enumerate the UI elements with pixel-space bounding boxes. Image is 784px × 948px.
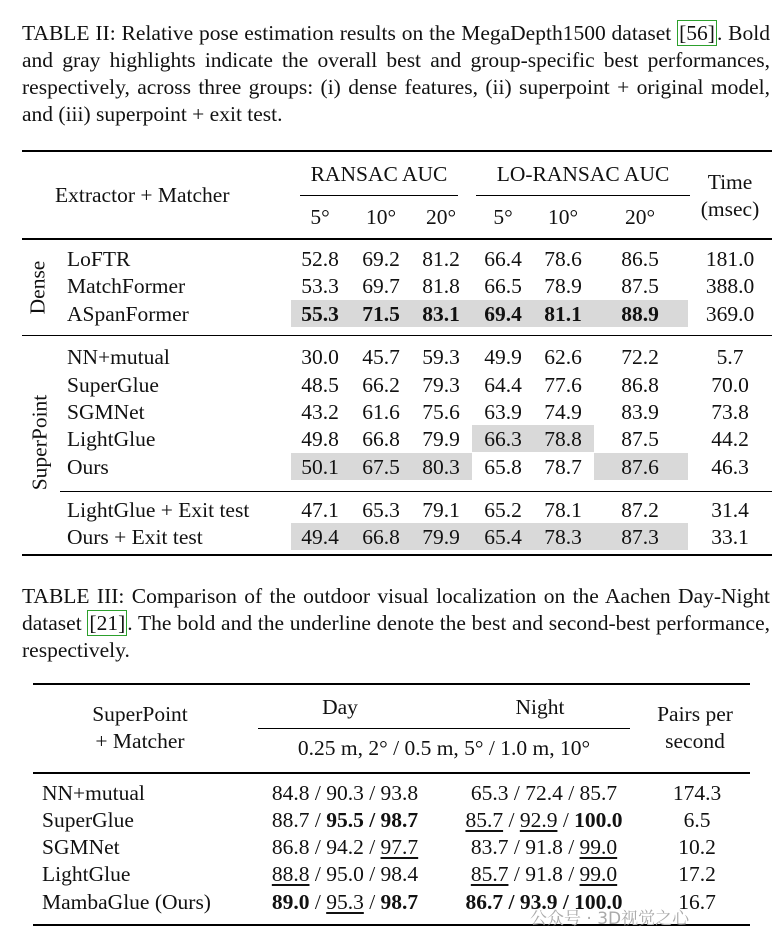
table-cell: 98.4 (380, 862, 419, 886)
table-cell: 53.3 (301, 274, 339, 298)
table-rule (22, 238, 772, 240)
day-values (250, 889, 440, 915)
table-cell: 78.1 (544, 498, 582, 522)
value-separator: / (309, 835, 327, 859)
table-cell: 89.0 (271, 890, 310, 914)
table-cell: 78.9 (544, 274, 582, 298)
column-header-ransac: RANSAC AUC (310, 162, 448, 186)
table-cell: 87.5 (621, 427, 659, 451)
column-header-pairs: Pairs per (657, 702, 733, 726)
table-cell: 65.4 (484, 525, 522, 549)
table-cell: 44.2 (711, 427, 749, 451)
table-cell: 66.8 (362, 525, 400, 549)
table-cell: 33.1 (711, 525, 749, 549)
table-cell: 86.8 (271, 835, 310, 859)
table-rule (22, 335, 772, 336)
angle-header: 5° (493, 205, 513, 229)
table-cell: 49.4 (301, 525, 339, 549)
table-rule (33, 683, 750, 685)
table-cell: 94.2 (326, 835, 364, 859)
table-cell: 86.5 (621, 247, 659, 271)
table-rule (258, 728, 630, 729)
value-separator: / (508, 862, 526, 886)
column-header-extractor: Extractor + Matcher (55, 183, 230, 207)
value-separator: / (363, 862, 381, 886)
table-cell: 99.0 (579, 835, 618, 859)
table-cell: 97.7 (380, 835, 419, 859)
angle-header: 20° (624, 205, 656, 229)
table-cell: 87.6 (621, 455, 659, 479)
table-cell: 59.3 (422, 345, 460, 369)
row-label: LightGlue (42, 862, 131, 886)
table-cell: 87.5 (621, 274, 659, 298)
value-separator: / (562, 862, 580, 886)
table-cell: 66.8 (362, 427, 400, 451)
table-cell: 48.5 (301, 373, 339, 397)
table-cell: 87.2 (621, 498, 659, 522)
table-cell: 81.2 (422, 247, 460, 271)
table-cell: 75.6 (422, 400, 460, 424)
table-cell: 63.9 (484, 400, 522, 424)
row-label: NN+mutual (42, 781, 145, 805)
table-cell: 30.0 (301, 345, 339, 369)
table-cell: 6.5 (683, 808, 711, 832)
column-header-lo-ransac: LO-RANSAC AUC (496, 162, 670, 186)
column-header-night: Night (515, 695, 565, 719)
table-cell: 46.3 (711, 455, 749, 479)
value-separator: / (363, 835, 381, 859)
night-values (446, 861, 642, 887)
table-cell: 17.2 (678, 862, 716, 886)
table-cell: 31.4 (711, 498, 749, 522)
table-cell: 93.9 (519, 890, 558, 914)
row-label: LightGlue + Exit test (67, 498, 250, 522)
day-values (250, 807, 440, 833)
table-cell: 66.2 (362, 373, 400, 397)
angle-header: 5° (310, 205, 330, 229)
table-rule (22, 554, 772, 556)
table-cell: 66.5 (484, 274, 522, 298)
group-label-dense: Dense (25, 260, 50, 315)
table-cell: 78.3 (544, 525, 582, 549)
day-values (250, 780, 440, 806)
table-cell: 43.2 (301, 400, 339, 424)
value-separator: / (557, 890, 575, 914)
table-cell: 47.1 (301, 498, 339, 522)
column-header-second: second (665, 729, 725, 753)
value-separator: / (309, 890, 327, 914)
row-label: SuperGlue (67, 373, 159, 397)
column-header-time: Time (707, 170, 753, 194)
table-cell: 100.0 (574, 808, 623, 832)
table-cell: 73.8 (711, 400, 749, 424)
table-cell: 86.7 (465, 890, 504, 914)
column-header-matcher: + Matcher (95, 729, 185, 753)
table-cell: 98.7 (380, 808, 419, 832)
table-cell: 81.8 (422, 274, 460, 298)
table-rule (476, 195, 690, 196)
value-separator: / (363, 781, 381, 805)
table-cell: 388.0 (705, 274, 755, 298)
row-label: LightGlue (67, 427, 156, 451)
table-cell: 71.5 (362, 302, 400, 326)
table-cell: 72.4 (525, 781, 563, 805)
row-label: SuperGlue (42, 808, 134, 832)
table-cell: 79.9 (422, 525, 460, 549)
threshold-header: 0.25 m, 2° / 0.5 m, 5° / 1.0 m, 10° (297, 736, 591, 760)
value-separator: / (562, 835, 580, 859)
value-separator: / (508, 781, 526, 805)
table2-caption: TABLE II: Relative pose estimation results on the MegaDepth1500 dataset [56]. Bold and gray highlights indicate the overall best and group-specific best performances, respectively, across three groups: (i) dense features, (ii) superpoint + original model, and (iii) superpoint + exit test. (22, 21, 770, 126)
table-cell: 174.3 (672, 781, 722, 805)
table-cell: 100.0 (574, 890, 623, 914)
table-cell: 5.7 (716, 345, 744, 369)
table-cell: 62.6 (544, 345, 582, 369)
table-cell: 81.1 (544, 302, 582, 326)
table-cell: 91.8 (525, 862, 563, 886)
column-header-superpoint: SuperPoint (92, 702, 188, 726)
table-cell: 80.3 (422, 455, 460, 479)
value-separator: / (503, 890, 520, 914)
citation-link[interactable]: [56] (679, 21, 715, 45)
table-rule (33, 772, 750, 774)
table-cell: 77.6 (544, 373, 582, 397)
table3-caption: TABLE III: Comparison of the outdoor visual localization on the Aachen Day-Night dataset [21]. The bold and the underline denote the best and second-best performance, respectively. (22, 584, 770, 662)
table-cell: 66.3 (484, 427, 522, 451)
table-cell: 45.7 (362, 345, 400, 369)
group-label-superpoint: SuperPoint (27, 394, 52, 491)
table-cell: 85.7 (579, 781, 618, 805)
value-separator: / (557, 808, 575, 832)
table-cell: 49.8 (301, 427, 339, 451)
table-cell: 69.7 (362, 274, 400, 298)
value-separator: / (363, 890, 381, 914)
table-cell: 65.8 (484, 455, 522, 479)
table-cell: 88.9 (621, 302, 659, 326)
table-cell: 98.7 (380, 890, 419, 914)
table-cell: 78.8 (544, 427, 582, 451)
table-cell: 95.0 (326, 862, 364, 886)
value-separator: / (363, 808, 381, 832)
table-cell: 69.4 (484, 302, 522, 326)
table-cell: 61.6 (362, 400, 400, 424)
watermark: 公众号 · 3D视觉之心 (530, 909, 690, 929)
table-cell: 16.7 (678, 890, 716, 914)
row-label: LoFTR (67, 247, 131, 271)
row-label: SGMNet (42, 835, 120, 859)
row-label: MambaGlue (Ours) (42, 890, 211, 914)
table-cell: 67.5 (362, 455, 400, 479)
row-label: Ours + Exit test (67, 525, 203, 549)
table-cell: 70.0 (711, 373, 749, 397)
angle-header: 20° (425, 205, 457, 229)
table-cell: 91.8 (525, 835, 563, 859)
table-cell: 93.8 (380, 781, 419, 805)
table-rule (60, 491, 772, 492)
table-cell: 83.1 (422, 302, 460, 326)
table-cell: 95.3 (326, 890, 364, 914)
table-rule (300, 195, 458, 196)
table-cell: 49.9 (484, 345, 522, 369)
night-values (446, 834, 642, 860)
table-cell: 369.0 (705, 302, 755, 326)
citation-link[interactable]: [21] (89, 611, 126, 635)
table-cell: 65.3 (362, 498, 400, 522)
table-rule (22, 150, 772, 152)
value-separator: / (309, 781, 327, 805)
day-values (250, 861, 440, 887)
table-cell: 52.8 (301, 247, 339, 271)
table-cell: 90.3 (326, 781, 364, 805)
table-cell: 66.4 (484, 247, 522, 271)
table-cell: 78.7 (544, 455, 582, 479)
table-cell: 79.9 (422, 427, 460, 451)
row-label: NN+mutual (67, 345, 170, 369)
table-cell: 85.7 (470, 862, 509, 886)
row-label: SGMNet (67, 400, 145, 424)
table-cell: 88.7 (271, 808, 310, 832)
table-cell: 99.0 (579, 862, 618, 886)
angle-header: 10° (365, 205, 397, 229)
column-header-day: Day (322, 695, 358, 719)
table-cell: 83.9 (621, 400, 659, 424)
value-separator: / (503, 808, 520, 832)
night-values (446, 807, 642, 833)
day-values (250, 834, 440, 860)
table-cell: 87.3 (621, 525, 659, 549)
angle-header: 10° (547, 205, 579, 229)
table-cell: 86.8 (621, 373, 659, 397)
table-cell: 74.9 (544, 400, 582, 424)
table-cell: 69.2 (362, 247, 400, 271)
table-cell: 181.0 (705, 247, 755, 271)
column-header-time-unit: (msec) (700, 197, 760, 221)
table-cell: 65.2 (484, 498, 522, 522)
night-values (446, 780, 642, 806)
table-cell: 50.1 (301, 455, 339, 479)
value-separator: / (562, 781, 580, 805)
table-cell: 65.3 (470, 781, 509, 805)
table-cell: 79.3 (422, 373, 460, 397)
table-cell: 85.7 (465, 808, 504, 832)
value-separator: / (508, 835, 526, 859)
table-cell: 79.1 (422, 498, 460, 522)
table-cell: 78.6 (544, 247, 582, 271)
value-separator: / (309, 808, 327, 832)
table-cell: 72.2 (621, 345, 659, 369)
table-cell: 10.2 (678, 835, 716, 859)
row-label: ASpanFormer (67, 302, 189, 326)
table-cell: 84.8 (271, 781, 310, 805)
table-cell: 92.9 (519, 808, 558, 832)
table-cell: 88.8 (271, 862, 310, 886)
row-label: MatchFormer (67, 274, 186, 298)
table-cell: 83.7 (470, 835, 509, 859)
value-separator: / (309, 862, 327, 886)
table-cell: 55.3 (301, 302, 339, 326)
table-cell: 95.5 (326, 808, 364, 832)
row-label: Ours (67, 455, 109, 479)
table-cell: 64.4 (484, 373, 522, 397)
